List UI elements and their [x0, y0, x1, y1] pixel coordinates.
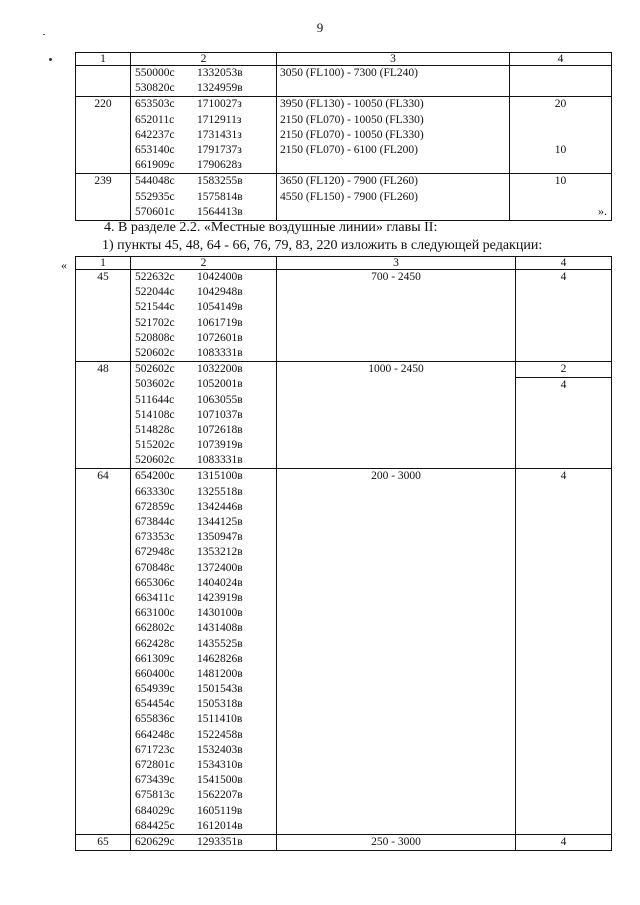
item-number-cell [76, 97, 131, 174]
latitude: 673439с [135, 774, 175, 787]
flight-levels-cell [277, 66, 510, 97]
coordinate-line [135, 561, 276, 576]
closing-quote: ». [598, 204, 607, 218]
longitude: 1054149в [197, 301, 243, 314]
longitude: 1791737з [197, 143, 242, 156]
longitude: 1710027з [197, 98, 242, 111]
item-number: 220 [94, 98, 112, 111]
column4-value: 10 [554, 143, 567, 156]
coordinates-cell [131, 66, 277, 97]
latitude: 654200с [135, 470, 175, 483]
longitude: 1071037в [197, 408, 243, 421]
coordinate-line [135, 81, 276, 96]
latitude: 544048с [135, 175, 175, 188]
column4-cell [516, 362, 612, 469]
longitude: 1583255в [197, 175, 243, 188]
table-row [76, 469, 612, 835]
flight-levels-cell [277, 174, 510, 221]
column-header: 1 [76, 257, 131, 270]
item-number: 45 [97, 271, 109, 283]
coordinate-line [135, 438, 276, 453]
longitude: 1072601в [197, 331, 243, 344]
scan-mark [43, 34, 45, 35]
longitude: 1315100в [197, 470, 243, 483]
longitude: 1032200в [197, 363, 243, 376]
coordinate-line [135, 712, 276, 727]
latitude: 664248с [135, 728, 175, 741]
local-airways-table [75, 256, 612, 851]
flight-level-line: 3650 (FL120) - 7900 (FL260) [280, 175, 418, 188]
flight-level-line: 1000 - 2450 [368, 363, 424, 376]
latitude: 550000с [135, 67, 175, 79]
item-number: 65 [97, 835, 109, 848]
flight-level-line: 2150 (FL070) - 6100 (FL200) [280, 143, 418, 156]
latitude: 672948с [135, 546, 175, 559]
longitude: 1564413в [197, 205, 243, 218]
coordinate-line [135, 652, 276, 667]
longitude: 1532403в [197, 743, 243, 756]
coordinate-line [135, 205, 276, 220]
flight-level-line: 200 - 3000 [371, 470, 421, 483]
latitude: 665306с [135, 576, 175, 589]
latitude: 522632с [135, 271, 175, 283]
coordinates-cell [131, 834, 277, 850]
longitude: 1353212в [197, 546, 243, 559]
latitude: 675813с [135, 789, 175, 802]
longitude: 1324959в [197, 82, 243, 95]
longitude: 1511410в [197, 713, 243, 726]
coordinate-line [135, 377, 276, 392]
coordinate-line [135, 143, 276, 158]
flight-level-line: 700 - 2450 [371, 271, 421, 283]
column-header: 3 [277, 257, 516, 270]
longitude: 1423919в [197, 591, 243, 604]
column-header: 4 [510, 53, 612, 66]
longitude: 1790628з [197, 159, 242, 172]
latitude: 514828с [135, 423, 175, 436]
table-row [76, 174, 612, 221]
coordinate-line [135, 621, 276, 636]
column-header: 2 [131, 257, 277, 270]
latitude: 520602с [135, 346, 175, 359]
column-header: 3 [277, 53, 510, 66]
longitude: 1731431з [197, 128, 242, 141]
coordinate-line [135, 545, 276, 560]
coordinate-line [135, 190, 276, 205]
column4-value: 4 [560, 271, 567, 283]
longitude: 1072618в [197, 423, 243, 436]
table-row [76, 97, 612, 174]
longitude: 1501543в [197, 683, 243, 696]
coordinate-line [135, 128, 276, 143]
coordinate-line [135, 667, 276, 682]
longitude: 1042948в [197, 286, 243, 299]
flight-level-line: 250 - 3000 [371, 835, 421, 848]
coordinate-line [135, 97, 276, 112]
longitude: 1325518в [197, 485, 243, 498]
flight-level-line: 2150 (FL070) - 10050 (FL330) [280, 113, 424, 126]
column4-value: 20 [554, 98, 567, 111]
latitude: 663100с [135, 607, 175, 620]
item-number: 239 [94, 175, 112, 188]
page-number: 9 [316, 20, 324, 35]
table-row [76, 66, 612, 97]
flight-level-line: 2150 (FL070) - 10050 (FL330) [280, 128, 424, 141]
item-number-cell [76, 834, 131, 850]
item-number-cell [76, 362, 131, 469]
longitude: 1332053в [197, 67, 243, 79]
longitude: 1293351в [197, 835, 243, 848]
latitude: 502602с [135, 363, 175, 376]
coordinates-cell [131, 270, 277, 362]
column-header: 1 [76, 53, 131, 66]
latitude: 522044с [135, 286, 175, 299]
table-row [76, 270, 612, 362]
flight-levels-cell [277, 270, 516, 362]
item-number-cell [76, 66, 131, 97]
coordinate-line [135, 66, 276, 81]
latitude: 503602с [135, 378, 175, 391]
coordinates-cell [131, 97, 277, 174]
longitude: 1342446в [197, 500, 243, 513]
coordinates-cell [131, 362, 277, 469]
longitude: 1435525в [197, 637, 243, 650]
coordinate-line [135, 835, 276, 850]
latitude: 520602с [135, 454, 175, 467]
latitude: 654939с [135, 683, 175, 696]
longitude: 1431408в [197, 622, 243, 635]
coordinate-line [135, 743, 276, 758]
item-number: 64 [97, 470, 109, 483]
item-number: 48 [97, 363, 109, 376]
longitude: 1042400в [197, 271, 243, 283]
flight-levels-cell [277, 469, 516, 835]
coordinate-line [135, 500, 276, 515]
coordinate-line [135, 362, 276, 377]
column-header: 2 [131, 53, 277, 66]
coordinate-line [135, 158, 276, 173]
latitude: 511644с [135, 393, 175, 406]
coordinate-line [135, 285, 276, 300]
coordinate-line [135, 697, 276, 712]
longitude: 1083331в [197, 454, 243, 467]
coordinate-line [135, 469, 276, 484]
coordinate-line [135, 530, 276, 545]
longitude: 1350947в [197, 531, 243, 544]
section-paragraph: 4. В разделе 2.2. «Местные воздушные линии» главы II: [104, 220, 438, 235]
latitude: 662802с [135, 622, 175, 635]
coordinate-line [135, 174, 276, 189]
coordinate-line [135, 270, 276, 285]
latitude: 672801с [135, 759, 175, 771]
latitude: 663411с [135, 591, 175, 604]
column4-cell [516, 469, 612, 835]
column4-value [510, 113, 611, 128]
coordinate-line [135, 606, 276, 621]
longitude: 1372400в [197, 561, 243, 574]
latitude: 642237с [135, 128, 175, 141]
table-row [76, 834, 612, 850]
coordinate-line [135, 637, 276, 652]
column4-cell [510, 174, 612, 221]
longitude: 1575814в [197, 190, 243, 203]
latitude: 673844с [135, 516, 175, 528]
coordinate-line [135, 728, 276, 743]
column4-value: 2 [516, 362, 611, 378]
column-header: 4 [516, 257, 612, 270]
longitude: 1481200в [197, 667, 243, 680]
longitude: 1430100в [197, 607, 243, 620]
item-number-cell [76, 270, 131, 362]
column4-value: 4 [560, 470, 567, 483]
longitude: 1562207в [197, 789, 243, 802]
latitude: 653140с [135, 143, 175, 156]
latitude: 530820с [135, 82, 175, 95]
coordinate-line [135, 331, 276, 346]
longitude: 1462826в [197, 652, 243, 665]
coordinate-line [135, 113, 276, 128]
column4-cell [510, 97, 612, 174]
flight-level-line: 4550 (FL150) - 7900 (FL260) [280, 190, 418, 203]
coordinate-line [135, 423, 276, 438]
latitude: 671723с [135, 743, 175, 756]
longitude: 1534310в [197, 759, 243, 771]
latitude: 684425с [135, 819, 175, 832]
latitude: 660400с [135, 667, 175, 680]
longitude: 1073919в [197, 439, 243, 452]
coordinate-line [135, 393, 276, 408]
coordinate-line [135, 773, 276, 788]
coordinate-line [135, 804, 276, 819]
items-paragraph: 1) пункты 45, 48, 64 - 66, 76, 79, 83, 220 изложить в следующей редакции: [102, 238, 543, 253]
coordinate-line [135, 408, 276, 423]
column4-value: 4 [560, 835, 567, 848]
column4-value: 10 [554, 175, 567, 188]
coordinate-line [135, 819, 276, 834]
latitude: 570601с [135, 205, 175, 218]
longitude: 1522458в [197, 728, 243, 741]
coordinate-line [135, 300, 276, 315]
coordinates-cell [131, 174, 277, 221]
latitude: 515202с [135, 439, 175, 452]
longitude: 1605119в [197, 804, 243, 817]
column4-value: 4 [560, 379, 567, 392]
latitude: 662428с [135, 637, 175, 650]
longitude: 1052001в [197, 378, 243, 391]
scan-dot [49, 58, 52, 61]
latitude: 514108с [135, 408, 175, 421]
latitude: 673353с [135, 531, 175, 544]
longitude: 1541500в [197, 774, 243, 787]
latitude: 552935с [135, 190, 175, 203]
coordinate-line [135, 576, 276, 591]
flight-levels-cell [277, 362, 516, 469]
item-number-cell [76, 469, 131, 835]
coordinate-line [135, 758, 276, 773]
longitude: 1505318в [197, 698, 243, 711]
latitude: 520808с [135, 331, 175, 344]
flight-level-line: 3950 (FL130) - 10050 (FL330) [280, 98, 424, 111]
longitude: 1063055в [197, 393, 243, 406]
latitude: 521702с [135, 316, 175, 329]
airway-table-continued [75, 52, 612, 221]
latitude: 655836с [135, 713, 175, 726]
longitude: 1612014в [197, 819, 243, 832]
latitude: 672859с [135, 500, 175, 513]
item-number-cell [76, 174, 131, 221]
column4-cell [510, 66, 612, 97]
item-number [76, 66, 130, 81]
longitude: 1083331в [197, 346, 243, 359]
longitude: 1404024в [197, 576, 243, 589]
coordinate-line [135, 316, 276, 331]
coordinate-line [135, 515, 276, 530]
column4-cell [516, 834, 612, 850]
coordinate-line [135, 485, 276, 500]
latitude: 652011с [135, 113, 175, 126]
flight-levels-cell [277, 834, 516, 850]
coordinate-line [135, 346, 276, 361]
latitude: 684029с [135, 804, 175, 817]
longitude: 1712911з [197, 113, 242, 126]
latitude: 670848с [135, 561, 175, 574]
latitude: 620629с [135, 835, 175, 848]
coordinate-line [135, 591, 276, 606]
latitude: 661309с [135, 652, 175, 665]
latitude: 521544с [135, 301, 175, 314]
table-header-row [76, 53, 612, 66]
column4-value [510, 128, 611, 143]
table-row [76, 362, 612, 469]
coordinate-line [135, 682, 276, 697]
flight-level-line: 3050 (FL100) - 7300 (FL240) [280, 67, 418, 79]
longitude: 1344125в [197, 516, 243, 528]
latitude: 654454с [135, 698, 175, 711]
latitude: 663330с [135, 485, 175, 498]
longitude: 1061719в [197, 316, 243, 329]
latitude: 661909с [135, 159, 175, 172]
opening-quote: « [61, 258, 67, 272]
table-header-row [76, 257, 612, 270]
flight-levels-cell [277, 97, 510, 174]
latitude: 653503с [135, 98, 175, 111]
column4-cell [516, 270, 612, 362]
coordinate-line [135, 453, 276, 468]
coordinate-line [135, 788, 276, 803]
coordinates-cell [131, 469, 277, 835]
